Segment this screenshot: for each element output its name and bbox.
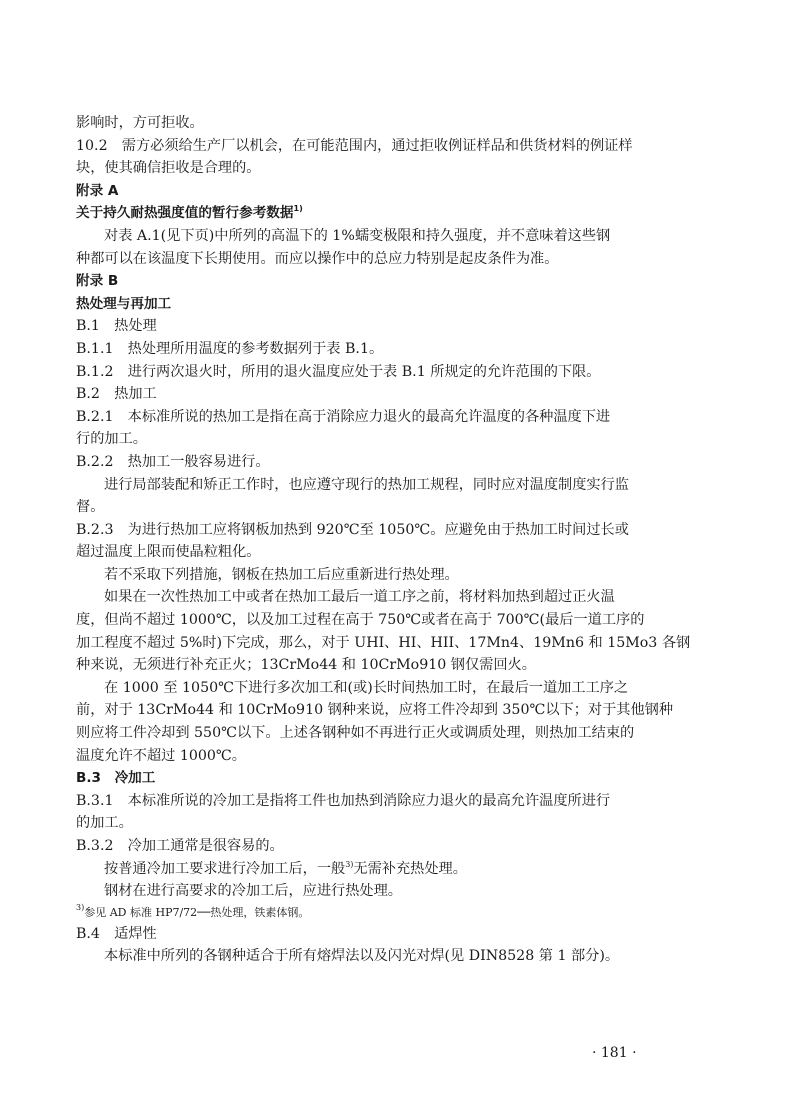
- footnote-ref: 1): [293, 204, 303, 214]
- text-line: 则应将工件冷却到 550℃以下。上述各钢种如不再进行正火或调质处理，则热加工结束的: [76, 725, 635, 742]
- text-line: 督。: [76, 499, 105, 516]
- text-line: 钢材在进行高要求的冷加工后，应进行热处理。: [104, 883, 402, 900]
- text-line: 若不采取下列措施，钢板在热加工后应重新进行热处理。: [104, 566, 459, 583]
- section-b-4: B.4 适焊性: [76, 925, 157, 942]
- section-b-3-1: B.3.1 本标准所说的冷加工是指将工件也加热到消除应力退火的最高允许温度所进行: [76, 792, 611, 809]
- appendix-b-heading: 附录 B: [76, 273, 119, 290]
- section-b-2-2: B.2.2 热加工一般容易进行。: [76, 453, 270, 470]
- text-line: 进行局部装配和矫正工作时，也应遵守现行的热加工规程，同时应对温度制度实行监: [104, 476, 629, 493]
- section-10-2: 10.2 需方必须给生产厂以机会，在可能范围内，通过拒收例证样品和供货材料的例证样: [76, 137, 633, 154]
- text-line: 的加工。: [76, 815, 133, 832]
- section-b-2: B.2 热加工: [76, 386, 157, 403]
- section-b-1-1: B.1.1 热处理所用温度的参考数据列于表 B.1。: [76, 340, 384, 357]
- text-line: 对表 A.1(见下页)中所列的高温下的 1%蠕变极限和持久强度，并不意味着这些钢: [104, 227, 611, 244]
- text-line: 本标准中所列的各钢种适合于所有熔焊法以及闪光对焊(见 DIN8528 第 1 部分)。: [104, 948, 620, 965]
- appendix-a-title-text: 关于持久耐热强度值的暂行参考数据: [76, 205, 294, 222]
- appendix-a-heading: 附录 A: [76, 182, 119, 199]
- text-line: 超过温度上限而使晶粒粗化。: [76, 544, 261, 561]
- text-line: [76, 858, 686, 881]
- section-b-2-1: B.2.1 本标准所说的热加工是指在高于消除应力退火的最高允许温度的各种温度下进: [76, 408, 611, 425]
- section-b-1-2: B.1.2 进行两次退火时，所用的退火温度应处于表 B.1 所规定的允许范围的下限。: [76, 363, 601, 380]
- footnote-ref: 3): [345, 859, 354, 869]
- section-b-1: B.1 热处理: [76, 318, 157, 335]
- section-b-2-3: B.2.3 为进行热加工应将钢板加热到 920℃至 1050℃。应避免由于热加工时间过长或: [76, 521, 629, 538]
- document-page: [76, 112, 691, 968]
- page-number: · 181 ·: [592, 1045, 637, 1061]
- text-line: 影响时，方可拒收。: [76, 115, 204, 131]
- appendix-a-title: [76, 202, 686, 225]
- text-line: 加工程度不超过 5%时)下完成，那么，对于 UHI、HI、HII、17Mn4、19Mn6 和 15Mo3 各钢: [76, 634, 691, 651]
- text-line: 度，但尚不超过 1000℃，以及加工过程在高于 750℃或者在高于 700℃(最后一道工序的: [76, 612, 645, 629]
- text-line: 种都可以在该温度下长期使用。而应以操作中的总应力特别是起皮条件为准。: [76, 250, 559, 267]
- text-line: 在 1000 至 1050℃下进行多次加工和(或)长时间热加工时，在最后一道加工工序之: [104, 679, 629, 696]
- appendix-b-title: 热处理与再加工: [76, 295, 172, 312]
- footnote-text: 参见 AD 标准 HP7/72──热处理，铁素体钢。: [84, 905, 310, 919]
- text-line: 种来说，无须进行补充正火；13CrMo44 和 10CrMo910 钢仅需回火。: [76, 657, 536, 674]
- text-line: 块，使其确信拒收是合理的。: [76, 160, 261, 177]
- text-line: 行的加工。: [76, 431, 147, 448]
- text-line: 温度允许不超过 1000℃。: [76, 747, 246, 764]
- footnote-mark: 3): [76, 902, 85, 912]
- text-span: 无需补充热处理。: [353, 860, 467, 877]
- text-line: 前，对于 13CrMo44 和 10CrMo910 钢种来说，应将工件冷却到 350℃以下；对于其他钢种: [76, 702, 674, 719]
- section-b-3: B.3 冷加工: [76, 770, 156, 787]
- text-span: 按普通冷加工要求进行冷加工后，一般: [104, 860, 346, 877]
- section-b-3-2: B.3.2 冷加工通常是很容易的。: [76, 838, 284, 854]
- footnote: [76, 903, 686, 923]
- text-line: 如果在一次性热加工中或者在热加工最后一道工序之前，将材料加热到超过正火温: [104, 589, 615, 606]
